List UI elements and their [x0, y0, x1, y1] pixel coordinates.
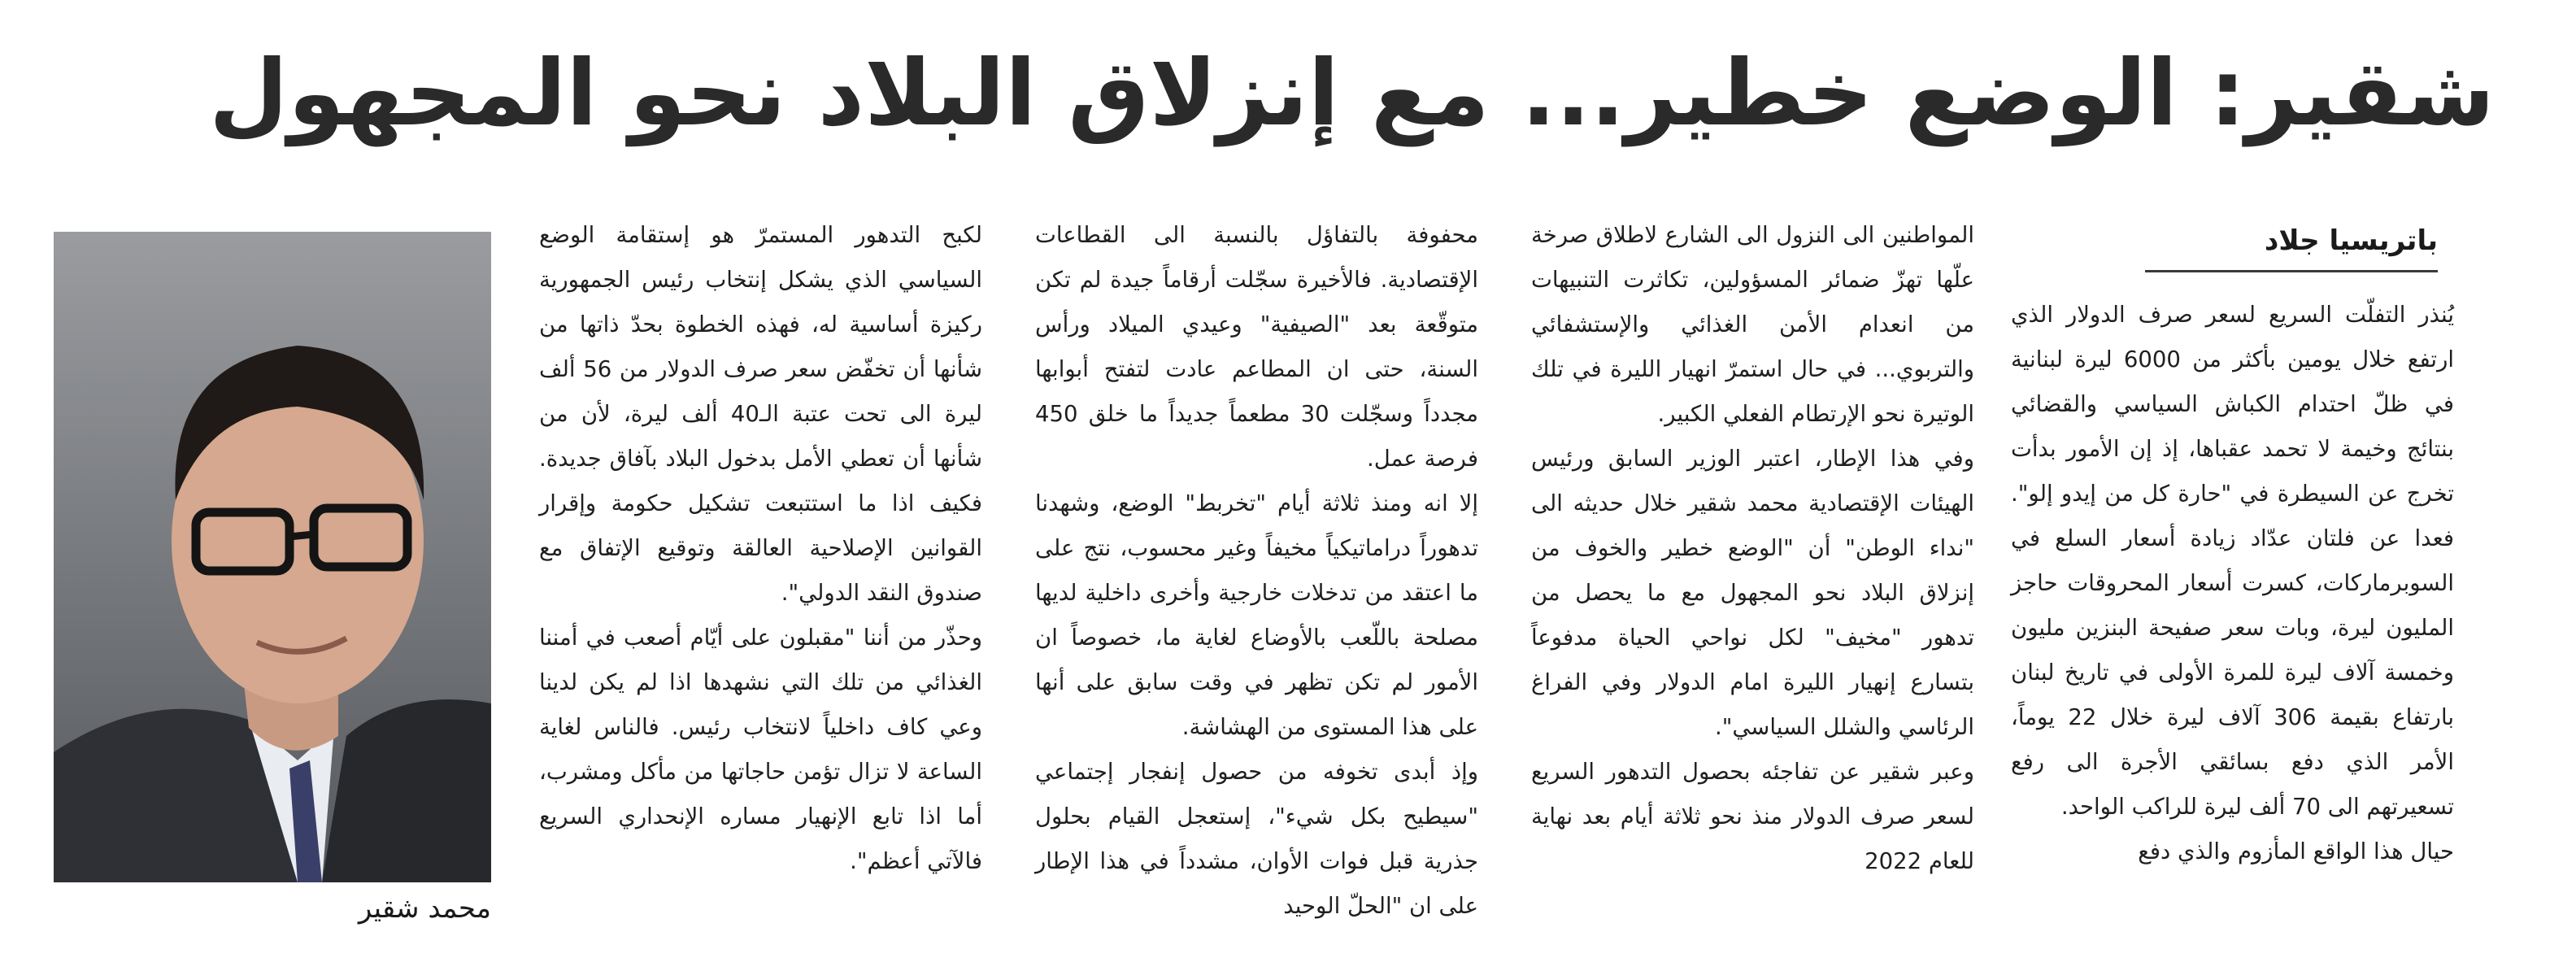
photo-caption: محمد شقير — [358, 892, 491, 925]
article-column-1 — [2011, 293, 2454, 874]
portrait-illustration — [54, 232, 491, 882]
paragraph: إلا انه ومنذ ثلاثة أيام "تخربط" الوضع، وشهدنا تدهوراً دراماتيكياً مخيفاً وغير محسوب، نتج على ما اعتقد من تدخلات خارجية وأخرى داخلية لديها مصلحة باللّعب بالأوضاع لغاية ما، خصوصاً ان الأمور لم تكن تظهر في وقت سابق على أنها على هذا المستوى من الهشاشة. — [1035, 490, 1478, 740]
paragraph: يُنذر التفلّت السريع لسعر صرف الدولار الذي ارتفع خلال يومين بأكثر من 6000 ليرة لبنانية في ظلّ احتدام الكباش السياسي والقضائي بنتائج وخيمة لا تحمد عقباها، إذ إن الأمور بدأت تخرج عن السيطرة في "حارة كل من إيدو إلو". فعدا عن فلتان عدّاد زيادة أسعار السلع في السوبرماركات، كسرت أسعار المحروقات حاجز المليون ليرة، وبات سعر صفيحة البنزين مليون وخمسة آلاف ليرة للمرة الأولى في تاريخ لبنان بارتفاع بقيمة 306 آلاف ليرة خلال 22 يوماً، الأمر الذي دفع بسائقي الأجرة الى رفع تسعيرتهم الى 70 ألف ليرة للراكب الواحد. — [2011, 302, 2454, 820]
paragraph: وعبر شقير عن تفاجئه بحصول التدهور السريع لسعر صرف الدولار منذ نحو ثلاثة أيام بعد نهاية للعام 2022 — [1531, 759, 1974, 874]
paragraph: محفوفة بالتفاؤل بالنسبة الى القطاعات الإقتصادية. فالأخيرة سجّلت أرقاماً جيدة لم تكن متوقّعة بعد "الصيفية" وعيدي الميلاد ورأس السنة، حتى ان المطاعم عادت لتفتح أبوابها مجدداً وسجّلت 30 مطعماً جديداً ما خلق 450 فرصة عمل. — [1035, 222, 1478, 472]
headline: شقير: الوضع خطير... مع إنزلاق البلاد نحو المجهول — [209, 41, 2495, 146]
portrait-photo — [54, 232, 491, 882]
paragraph: وإذ أبدى تخوفه من حصول إنفجار إجتماعي "سيطيح بكل شيء"، إستعجل القيام بحلول جذرية قبل فوات الأوان، مشدداً في هذا الإطار على ان "الحلّ الوحيد — [1035, 759, 1478, 919]
paragraph: المواطنين الى النزول الى الشارع لاطلاق صرخة علّها تهزّ ضمائر المسؤولين، تكاثرت التنبيهات من انعدام الأمن الغذائي والإستشفائي والتربوي... في حال استمرّ انهيار الليرة في تلك الوتيرة نحو الإرتطام الفعلي الكبير. — [1531, 222, 1974, 427]
article-column-3 — [1035, 213, 1478, 929]
paragraph: حيال هذا الواقع المأزوم والذي دفع — [2138, 838, 2454, 864]
article-column-2 — [1531, 213, 1974, 884]
byline: باتريسيا جلاد — [2145, 223, 2438, 272]
article-column-4 — [539, 213, 982, 884]
paragraph: وفي هذا الإطار، اعتبر الوزير السابق ورئيس الهيئات الإقتصادية محمد شقير خلال حديثه الى "نداء الوطن" أن "الوضع خطير والخوف من إنزلاق البلاد نحو المجهول مع ما يحصل من تدهور "مخيف" لكل نواحي الحياة مدفوعاً بتسارع إنهيار الليرة امام الدولار وفي الفراغ الرئاسي والشلل السياسي". — [1531, 446, 1974, 740]
paragraph: لكبح التدهور المستمرّ هو إستقامة الوضع السياسي الذي يشكل إنتخاب رئيس الجمهورية ركيزة أساسية له، فهذه الخطوة بحدّ ذاتها من شأنها أن تخفّض سعر صرف الدولار من 56 ألف ليرة الى تحت عتبة الـ40 ألف ليرة، لأن من شأنها أن تعطي الأمل بدخول البلاد بآفاق جديدة. فكيف اذا ما استتبعت تشكيل حكومة وإقرار القوانين الإصلاحية العالقة وتوقيع الإتفاق مع صندوق النقد الدولي". — [539, 222, 982, 606]
paragraph: وحذّر من أننا "مقبلون على أيّام أصعب في أمننا الغذائي من تلك التي نشهدها اذا لم يكن لدينا وعي كاف داخلياً لانتخاب رئيس. فالناس لغاية الساعة لا تزال تؤمن حاجاتها من مأكل ومشرب، أما اذا تابع الإنهيار مساره الإنحداري السريع فالآتي أعظم". — [539, 625, 982, 874]
